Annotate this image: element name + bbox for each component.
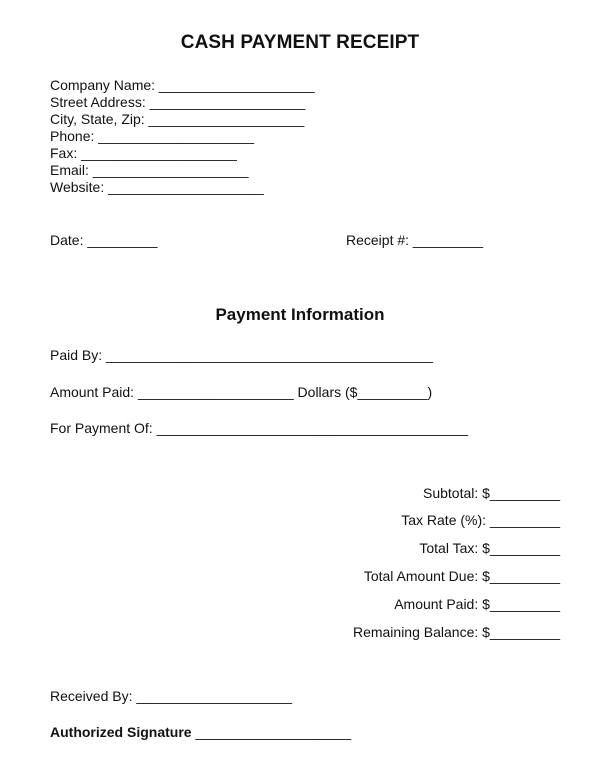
subtotal-field[interactable]: Subtotal: $_________ [422,485,560,501]
authorized-signature-line[interactable]: ____________________ [195,724,352,740]
authorized-signature-row [50,724,351,741]
street-address-field[interactable]: Street Address: ____________________ [50,94,306,110]
company-name-field[interactable]: Company Name: ____________________ [50,77,315,93]
receipt-number-field[interactable]: Receipt #: _________ [346,232,483,248]
city-state-zip-field[interactable]: City, State, Zip: ____________________ [50,111,305,127]
paid-by-field[interactable]: Paid By: __________________________________________ [50,347,434,363]
authorized-signature-label: Authorized Signature [50,724,192,740]
payment-info-heading: Payment Information [215,305,385,324]
remaining-balance-field[interactable]: Remaining Balance: $_________ [352,624,560,640]
phone-field[interactable]: Phone: ____________________ [50,128,254,144]
received-by-field[interactable]: Received By: ____________________ [50,688,293,704]
amount-paid-field[interactable]: Amount Paid: $_________ [394,596,560,612]
page-title: CASH PAYMENT RECEIPT [180,32,420,53]
total-tax-field[interactable]: Total Tax: $_________ [419,540,560,556]
email-field[interactable]: Email: ____________________ [50,162,249,178]
website-field[interactable]: Website: ____________________ [50,179,264,195]
amount-paid-dollars-field[interactable]: Amount Paid: ____________________ Dollars ($_________) [50,384,433,400]
for-payment-of-field[interactable]: For Payment Of: ________________________________________ [50,420,469,436]
date-field[interactable]: Date: _________ [50,232,158,248]
fax-field[interactable]: Fax: ____________________ [50,145,237,161]
total-amount-due-field[interactable]: Total Amount Due: $_________ [363,568,560,584]
tax-rate-field[interactable]: Tax Rate (%): _________ [401,512,560,528]
